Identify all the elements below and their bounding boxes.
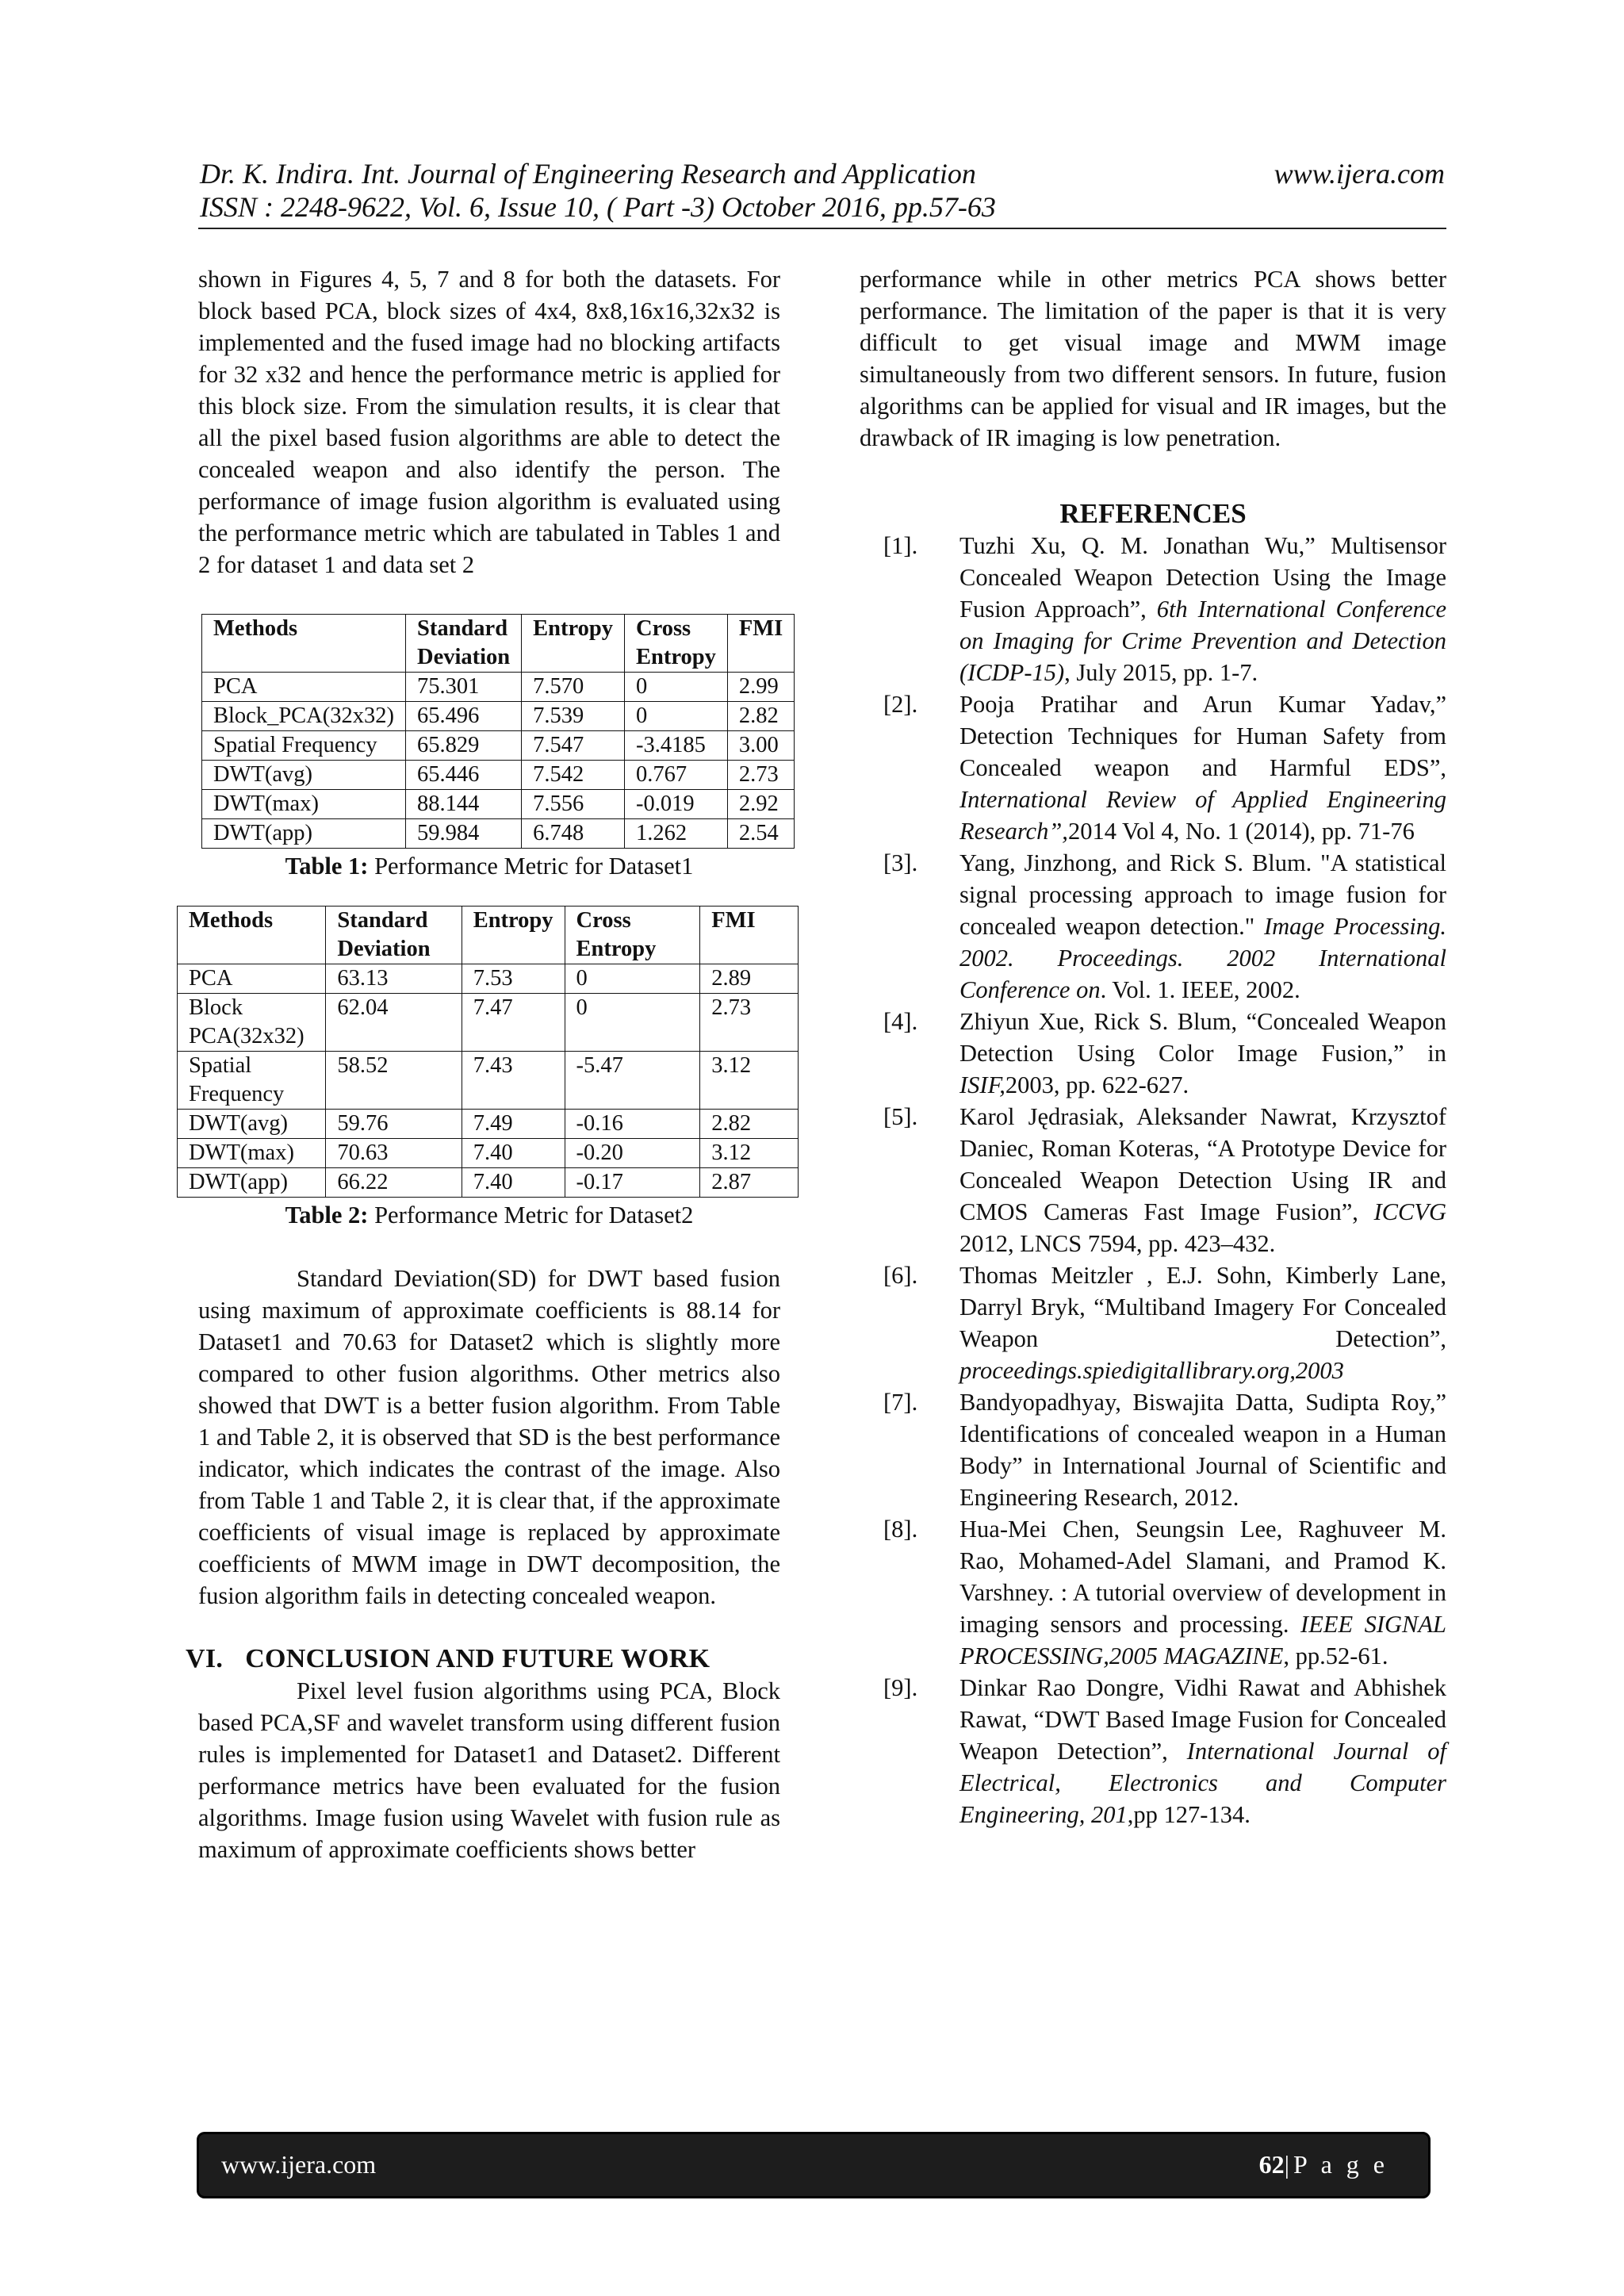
- reference-item: [860, 1259, 1446, 1386]
- reference-text: Dinkar Rao Dongre, Vidhi Rawat and Abhishek Rawat, “DWT Based Image Fusion for Concealed Weapon Detection”,: [959, 1674, 1446, 1765]
- reference-text: 2012, LNCS 7594, pp. 423–432.: [959, 1230, 1276, 1257]
- table-cell: -0.019: [625, 790, 728, 819]
- table-header-cell: Entropy: [522, 615, 625, 673]
- table-header-cell: Cross Entropy: [565, 907, 700, 964]
- table-cell: 63.13: [326, 964, 462, 994]
- reference-number: [4].: [883, 1008, 918, 1035]
- reference-item: [860, 1386, 1446, 1513]
- table-cell: 88.144: [406, 790, 522, 819]
- table-cell: 75.301: [406, 673, 522, 702]
- table-cell: 62.04: [326, 994, 462, 1052]
- references-heading: REFERENCES: [1059, 498, 1247, 529]
- reference-item: [860, 530, 1446, 688]
- table-cell: 65.446: [406, 761, 522, 790]
- table-cell: 7.556: [522, 790, 625, 819]
- reference-text: Tuzhi Xu, Q. M. Jonathan Wu,” Multisensor Concealed Weapon Detection Using the Image Fusion Approach”,: [959, 532, 1446, 623]
- table-cell: 59.984: [406, 819, 522, 849]
- reference-text: Thomas Meitzler , E.J. Sohn, Kimberly Lane, Darryl Bryk, “Multiband Imagery For Concealed Weapon Detection”,: [959, 1262, 1446, 1352]
- reference-number: [5].: [883, 1103, 918, 1130]
- table-cell: 0.767: [625, 761, 728, 790]
- table-cell: 0: [565, 994, 700, 1052]
- table-cell: 0: [625, 702, 728, 731]
- table-cell: 2.89: [700, 964, 799, 994]
- table-cell: DWT(avg): [202, 761, 406, 790]
- table-body: [178, 964, 799, 1198]
- reference-number: [6].: [883, 1262, 918, 1289]
- reference-number: [3].: [883, 849, 918, 876]
- reference-text: ,pp 127-134.: [1127, 1801, 1251, 1828]
- table-row: [178, 1110, 799, 1139]
- reference-number: [9].: [883, 1674, 918, 1701]
- page-label: |P a g e: [1284, 2150, 1388, 2179]
- table-cell: 3.12: [700, 1052, 799, 1110]
- reference-item: [860, 1513, 1446, 1672]
- reference-text: Hua-Mei Chen, Seungsin Lee, Raghuveer M. Rao, Mohamed-Adel Slamani, and Pramod K. Varshney. : A tutorial overview of development in imaging sensors and processing.: [959, 1516, 1446, 1638]
- table-cell: 7.539: [522, 702, 625, 731]
- table-header-cell: Methods: [202, 615, 406, 673]
- left-column: [186, 263, 783, 1865]
- table-cell: Spatial Frequency: [178, 1052, 326, 1110]
- reference-list: [860, 530, 1446, 1830]
- reference-venue: ISIF,: [959, 1071, 1005, 1098]
- reference-number: [1].: [883, 532, 918, 559]
- reference-number: [7].: [883, 1389, 918, 1416]
- table-cell: DWT(max): [178, 1139, 326, 1168]
- reference-item: [860, 847, 1446, 1006]
- table-cell: 7.43: [462, 1052, 565, 1110]
- table-cell: PCA: [202, 673, 406, 702]
- table-cell: 7.570: [522, 673, 625, 702]
- table-cell: 70.63: [326, 1139, 462, 1168]
- table-cell: 7.53: [462, 964, 565, 994]
- table-cell: -0.20: [565, 1139, 700, 1168]
- table-cell: 2.54: [727, 819, 794, 849]
- conclusion-continuation: performance while in other metrics PCA shows better performance. The limitation of the paper is that it is very difficult to get visual image and MWM image simultaneously from two different sensors. In future, fusion algorithms can be applied for visual and IR images, but the drawback of IR imaging is low penetration.: [860, 266, 1446, 451]
- table-dataset2: [177, 906, 799, 1198]
- reference-text: , pp.52-61.: [1283, 1642, 1388, 1669]
- table-cell: 59.76: [326, 1110, 462, 1139]
- table-cell: Spatial Frequency: [202, 731, 406, 761]
- reference-venue: 6th International Conference on Imaging for Crime Prevention and Detection (ICDP-15): [959, 596, 1446, 686]
- reference-text: Yang, Jinzhong, and Rick S. Blum. "A statistical signal processing approach to image fusion for concealed weapon detection.": [959, 849, 1446, 940]
- reference-item: [860, 688, 1446, 847]
- caption-label: Table 1:: [285, 853, 369, 880]
- running-header-citation: Dr. K. Indira. Int. Journal of Engineering Research and Application: [200, 158, 976, 190]
- table-header-cell: FMI: [700, 907, 799, 964]
- table-cell: 58.52: [326, 1052, 462, 1110]
- table-cell: 7.47: [462, 994, 565, 1052]
- table-dataset1: [201, 614, 795, 849]
- table-header-cell: Standard Deviation: [326, 907, 462, 964]
- caption-label: Table 2:: [285, 1202, 369, 1228]
- reference-text: Zhiyun Xue, Rick S. Blum, “Concealed Weapon Detection Using Color Image Fusion,” in: [959, 1008, 1446, 1067]
- table-header-row: [178, 907, 799, 964]
- table-cell: 0: [625, 673, 728, 702]
- table-cell: 3.00: [727, 731, 794, 761]
- table-row: [178, 964, 799, 994]
- table-cell: 2.73: [727, 761, 794, 790]
- header-journal-url: www.ijera.com: [1274, 158, 1445, 190]
- conclusion-paragraph: Pixel level fusion algorithms using PCA, Block based PCA,SF and wavelet transform using different fusion rules is implemented for Dataset1 and Dataset2. Different performance metrics have been evaluated for the fusion algorithms. Image fusion using Wavelet with fusion rule as maximum of approximate coefficients shows better: [198, 1677, 780, 1863]
- table-cell: 6.748: [522, 819, 625, 849]
- table-cell: 2.87: [700, 1168, 799, 1198]
- reference-number: [8].: [883, 1516, 918, 1543]
- table-cell: 7.40: [462, 1168, 565, 1198]
- table-cell: DWT(app): [178, 1168, 326, 1198]
- reference-text: 2003, pp. 622-627.: [1005, 1071, 1189, 1098]
- table-row: [202, 761, 795, 790]
- reference-item: [860, 1672, 1446, 1830]
- reference-venue: Image Processing. 2002. Proceedings. 2002 International Conference on: [959, 913, 1446, 1003]
- section-number: VI.: [186, 1644, 224, 1673]
- table-cell: 2.82: [727, 702, 794, 731]
- page-number: 62: [1258, 2150, 1285, 2179]
- table-row: [202, 673, 795, 702]
- reference-item: [860, 1101, 1446, 1259]
- page-footer: [197, 2132, 1431, 2198]
- caption-text: Performance Metric for Dataset1: [374, 853, 694, 880]
- table-row: [178, 994, 799, 1052]
- reference-text: 2014 Vol 4, No. 1 (2014), pp. 71-76: [1067, 818, 1415, 845]
- reference-item: [860, 1006, 1446, 1101]
- table2-caption: [198, 1199, 780, 1231]
- table-row: [202, 702, 795, 731]
- table-cell: 1.262: [625, 819, 728, 849]
- table-cell: Block PCA(32x32): [178, 994, 326, 1052]
- caption-text: Performance Metric for Dataset2: [374, 1202, 694, 1228]
- table-cell: 7.547: [522, 731, 625, 761]
- table-cell: 2.73: [700, 994, 799, 1052]
- table-cell: 2.92: [727, 790, 794, 819]
- reference-venue: proceedings.spiedigitallibrary.org,2003: [959, 1357, 1344, 1384]
- reference-text: Karol Jędrasiak, Aleksander Nawrat, Krzysztof Daniec, Roman Koteras, “A Prototype Device for Concealed Weapon Detection Using IR and CMOS Cameras Fast Image Fusion”,: [959, 1103, 1446, 1225]
- table-row: [202, 731, 795, 761]
- table-header-cell: Cross Entropy: [625, 615, 728, 673]
- reference-text: . Vol. 1. IEEE, 2002.: [1100, 976, 1300, 1003]
- table-cell: 65.496: [406, 702, 522, 731]
- table-row: [178, 1052, 799, 1110]
- reference-text: , July 2015, pp. 1-7.: [1064, 659, 1258, 686]
- reference-text: Pooja Pratihar and Arun Kumar Yadav,” Detection Techniques for Human Safety from Concealed weapon and Harmful EDS”,: [959, 691, 1446, 781]
- section-heading: [186, 1643, 780, 1675]
- reference-venue: International Review of Applied Engineering Research”,: [959, 786, 1446, 845]
- table-cell: DWT(app): [202, 819, 406, 849]
- table-cell: PCA: [178, 964, 326, 994]
- table-cell: -0.16: [565, 1110, 700, 1139]
- table-header-cell: Methods: [178, 907, 326, 964]
- table-cell: 2.82: [700, 1110, 799, 1139]
- reference-number: [2].: [883, 691, 918, 718]
- table1-caption: [198, 850, 780, 882]
- section-title: CONCLUSION AND FUTURE WORK: [245, 1644, 710, 1673]
- intro-paragraph: shown in Figures 4, 5, 7 and 8 for both the datasets. For block based PCA, block sizes of 4x4, 8x8,16x16,32x32 is implemented and the fused image had no blocking artifacts for 32 x32 and hence the performance metric is applied for this block size. From the simulation results, it is clear that all the pixel based fusion algorithms are able to detect the concealed weapon and also identify the person. The performance of image fusion algorithm is evaluated using the performance metric which are tabulated in Tables 1 and 2 for dataset 1 and data set 2: [198, 266, 780, 578]
- reference-venue: International Journal of Electrical, Electronics and Computer Engineering, 201: [959, 1738, 1446, 1828]
- right-column: [860, 263, 1446, 1830]
- table-row: [202, 819, 795, 849]
- reference-venue: ICCVG: [1373, 1198, 1446, 1225]
- running-header-issn: ISSN : 2248-9622, Vol. 6, Issue 10, ( Part -3) October 2016, pp.57-63: [200, 191, 996, 223]
- table-cell: -5.47: [565, 1052, 700, 1110]
- table-cell: 7.49: [462, 1110, 565, 1139]
- table-cell: DWT(avg): [178, 1110, 326, 1139]
- table-cell: 66.22: [326, 1168, 462, 1198]
- table-cell: 3.12: [700, 1139, 799, 1168]
- table-header-cell: FMI: [727, 615, 794, 673]
- reference-venue: IEEE SIGNAL PROCESSING,2005 MAGAZINE: [959, 1611, 1446, 1669]
- table-cell: Block_PCA(32x32): [202, 702, 406, 731]
- discussion-paragraph: Standard Deviation(SD) for DWT based fusion using maximum of approximate coefficients is 88.14 for Dataset1 and 70.63 for Dataset2 which is slightly more compared to other fusion algorithms. Other metrics also showed that DWT is a better fusion algorithm. From Table 1 and Table 2, it is observed that SD is the best performance indicator, which indicates the contrast of the image. Also from Table 1 and Table 2, it is clear that, if the approximate coefficients of visual image is replaced by approximate coefficients of MWM image in DWT decomposition, the fusion algorithm fails in detecting concealed weapon.: [198, 1265, 780, 1609]
- table-row: [202, 790, 795, 819]
- footer-page-number: [1259, 2150, 1388, 2179]
- table-row: [178, 1139, 799, 1168]
- table-header-cell: Standard Deviation: [406, 615, 522, 673]
- table-cell: 2.99: [727, 673, 794, 702]
- table-body: [202, 673, 795, 849]
- table-cell: -3.4185: [625, 731, 728, 761]
- footer-url: www.ijera.com: [221, 2150, 377, 2179]
- header-rule: [198, 228, 1446, 229]
- table-cell: -0.17: [565, 1168, 700, 1198]
- table-cell: 0: [565, 964, 700, 994]
- table-cell: 65.829: [406, 731, 522, 761]
- table-header-row: [202, 615, 795, 673]
- table-cell: 7.542: [522, 761, 625, 790]
- table-header-cell: Entropy: [462, 907, 565, 964]
- table-row: [178, 1168, 799, 1198]
- reference-text: Bandyopadhyay, Biswajita Datta, Sudipta Roy,” Identifications of concealed weapon in a Human Body” in International Journal of Scientific and Engineering Research, 2012.: [959, 1389, 1446, 1511]
- table-cell: 7.40: [462, 1139, 565, 1168]
- table-cell: DWT(max): [202, 790, 406, 819]
